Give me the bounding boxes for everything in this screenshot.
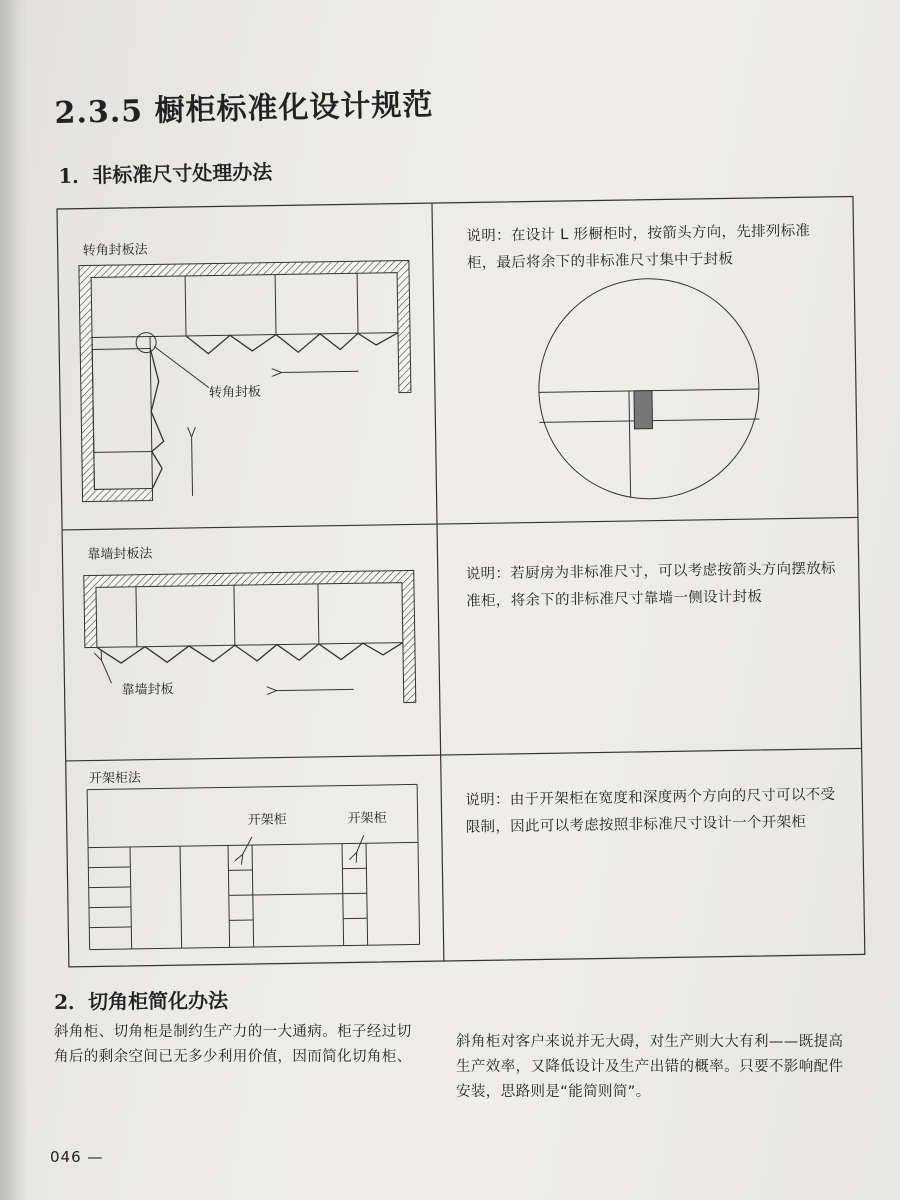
description-corner-filler: 说明：在设计 L 形橱柜时，按箭头方向，先排列标准柜，最后将余下的非标准尺寸集中于封板 [466, 223, 811, 272]
subsection-title-1: 1．非标准尺寸处理办法 [58, 159, 273, 188]
subsection-title-2: 2．切角柜简化办法 [54, 988, 229, 1014]
annotation-open-shelf-right: 开架柜 [347, 810, 387, 827]
annotation-wall-filler: 靠墙封板 [121, 682, 174, 699]
corner-detail-circle [537, 277, 760, 500]
method-name-open-shelf: 开架柜法 [88, 770, 142, 787]
annotation-open-shelf-left: 开架柜 [247, 812, 287, 829]
section-title: 2.3.5 橱柜标准化设计规范 [54, 87, 434, 131]
body-text-right-column: 斜角柜对客户来说并无大碍，对生产则大大有利——既提高生产效率，又降低设计及生产出错的概率。只要不影响配件安装，思路则是“能简则简”。 [456, 1034, 844, 1100]
method-name-wall-filler: 靠墙封板法 [87, 546, 153, 563]
annotation-corner-filler: 转角封板 [208, 384, 262, 401]
body-text-left-column: 斜角柜、切角柜是制约生产力的一大通病。柜子经过切角后的剩余空间已无多少利用价值，因而简化切角柜、 [54, 1024, 412, 1065]
book-page-edge [0, 0, 28, 1200]
description-open-shelf: 说明：由于开架柜在宽度和深度两个方向的尺寸可以不受限制，因此可以考虑按照非标准尺寸设计一个开架柜 [465, 786, 836, 836]
method-name-corner-filler: 转角封板法 [82, 242, 148, 259]
description-wall-filler: 说明：若厨房为非标准尺寸，可以考虑按箭头方向摆放标准柜，将余下的非标准尺寸靠墙一侧设计封板 [465, 560, 836, 610]
methods-table [56, 195, 868, 969]
page-number: 046 — [50, 1148, 104, 1166]
